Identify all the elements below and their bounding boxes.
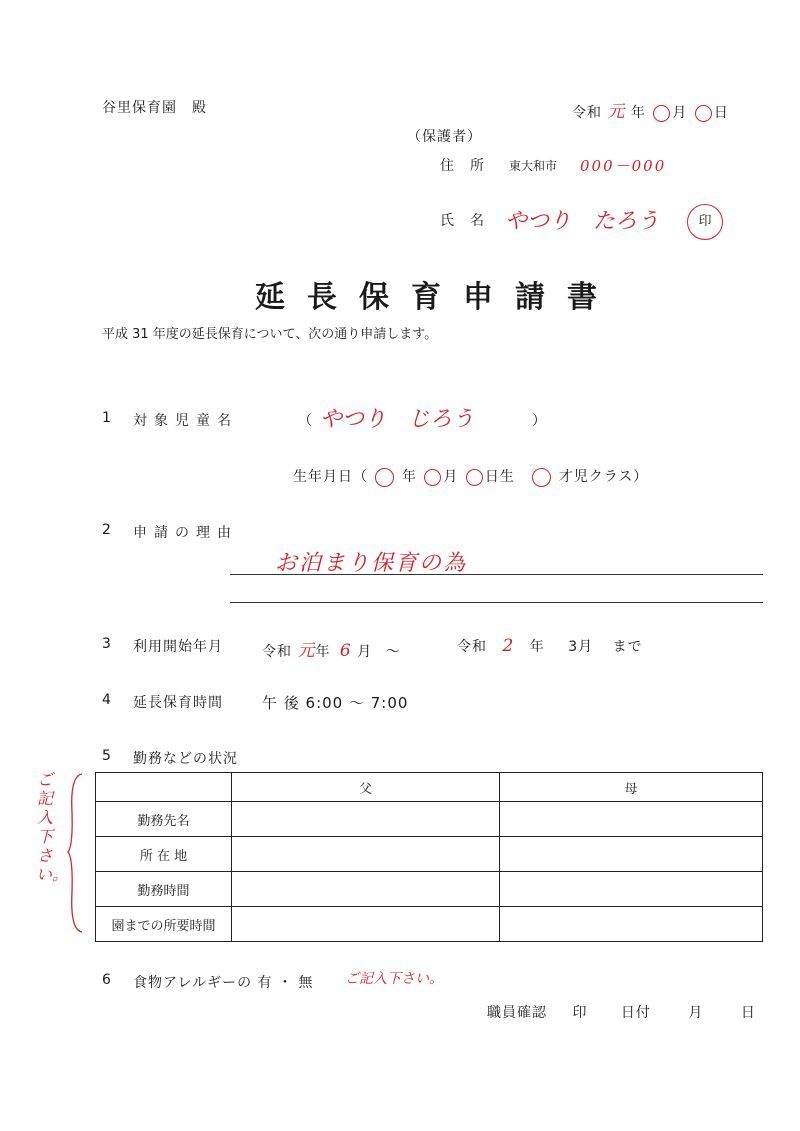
table-row: [96, 907, 763, 942]
period-label: 利用開始年月: [133, 639, 223, 655]
birth-year-circle-mark: [375, 468, 394, 487]
address-value: 000－000: [580, 157, 667, 175]
work-status-table: [95, 772, 763, 942]
period-end-year: 2: [502, 636, 515, 656]
item-3-number: 3: [102, 636, 112, 652]
item-1-number: 1: [102, 410, 112, 426]
guardian-name-value: やつり たろう: [505, 209, 660, 234]
table-row: [96, 802, 763, 837]
work-label: 勤務などの状況: [133, 751, 238, 767]
father-workplace-cell[interactable]: [232, 802, 500, 837]
date-day-unit: 日: [713, 105, 729, 121]
mother-workplace-cell[interactable]: [500, 802, 763, 837]
period-end-era: 令和: [457, 639, 487, 655]
row-label-work-hours: 勤務時間: [96, 872, 232, 907]
period-end-month: 3月: [568, 639, 594, 655]
address-label: 住 所: [440, 158, 485, 174]
column-mother: 母: [500, 773, 763, 802]
birth-suffix: 才児クラス）: [558, 469, 649, 485]
work-table-header-row: [96, 773, 763, 802]
item-5-number: 5: [102, 748, 112, 764]
period-start-year-unit: 年: [315, 644, 331, 660]
child-name-value: やつり じろう: [320, 407, 475, 432]
reason-value: お泊まり保育の為: [275, 551, 468, 576]
date-day-circle-mark: [695, 105, 712, 122]
child-name-label: 対象児童名: [133, 413, 238, 429]
guardian-name-label: 氏 名: [440, 213, 485, 229]
document-title: 延長保育申請書: [255, 280, 619, 315]
item-4-number: 4: [102, 692, 112, 708]
date-year-unit: 年: [630, 105, 646, 121]
reason-line-1: [230, 574, 763, 575]
period-end: [457, 636, 643, 656]
period-start-month: 6: [339, 641, 352, 661]
period-start-year: 元: [297, 641, 316, 661]
table-row: [96, 837, 763, 872]
staff-seal-label: 印: [572, 1005, 588, 1021]
period-end-year-unit: 年: [529, 639, 545, 655]
birth-day-circle-mark: [466, 469, 483, 486]
child-name-close: ）: [532, 413, 547, 429]
mother-commute-time-cell[interactable]: [500, 907, 763, 942]
birth-date-row: [293, 466, 648, 487]
staff-check-label: 職員確認: [487, 1005, 547, 1021]
intro-text: 平成 31 年度の延長保育について、次の通り申請します。: [102, 327, 438, 342]
address-city: 東大和市: [509, 159, 558, 173]
footer-month-unit: 月: [688, 1005, 704, 1021]
child-name-open: （: [298, 413, 313, 429]
item-2-number: 2: [102, 522, 112, 538]
column-father: 父: [232, 773, 500, 802]
birth-year-unit: 年: [401, 469, 417, 485]
birth-month-circle-mark: [424, 469, 441, 486]
birth-month-unit: 月: [443, 469, 459, 485]
seal-stamp: 印: [687, 204, 723, 240]
bracket-mark: [66, 772, 86, 934]
staff-check-row: [487, 1002, 756, 1022]
mother-work-hours-cell[interactable]: [500, 872, 763, 907]
date-label: 日付: [620, 1005, 651, 1021]
allergy-label: 食物アレルギーの 有 ・ 無: [133, 975, 314, 991]
date-era: 令和: [572, 105, 602, 121]
work-side-note: ご記入下さい。: [36, 770, 69, 884]
period-start-era: 令和: [262, 644, 292, 660]
period-start: [262, 636, 401, 661]
father-work-hours-cell[interactable]: [232, 872, 500, 907]
father-commute-time-cell[interactable]: [232, 907, 500, 942]
hours-label: 延長保育時間: [133, 695, 223, 711]
row-label-workplace: 勤務先名: [96, 802, 232, 837]
period-start-month-unit: 月: [357, 644, 373, 660]
application-date: [572, 97, 729, 122]
birth-day-unit: 日生: [484, 469, 515, 485]
work-table-corner-cell: [96, 773, 232, 802]
father-location-cell[interactable]: [232, 837, 500, 872]
hours-value: 午 後 6:00 ～ 7:00: [262, 694, 409, 712]
period-end-suffix: まで: [612, 639, 643, 655]
reason-label: 申請の理由: [133, 525, 238, 541]
allergy-note: ご記入下さい。: [345, 971, 443, 987]
date-month-unit: 月: [672, 105, 688, 121]
mother-location-cell[interactable]: [500, 837, 763, 872]
addressee: 谷里保育園 殿: [102, 100, 207, 116]
guardian-label: （保護者）: [407, 129, 482, 145]
date-year: 元: [607, 102, 626, 122]
birth-prefix: 生年月日（: [293, 469, 368, 485]
row-label-commute-time: 園までの所要時間: [96, 907, 232, 942]
table-row: [96, 872, 763, 907]
age-circle-mark: [532, 468, 551, 487]
item-6-number: 6: [102, 972, 112, 988]
date-month-circle-mark: [653, 105, 670, 122]
footer-day-unit: 日: [740, 1005, 756, 1021]
row-label-location: 所 在 地: [96, 837, 232, 872]
reason-line-2: [230, 602, 763, 603]
period-tilde: ～: [385, 644, 401, 660]
